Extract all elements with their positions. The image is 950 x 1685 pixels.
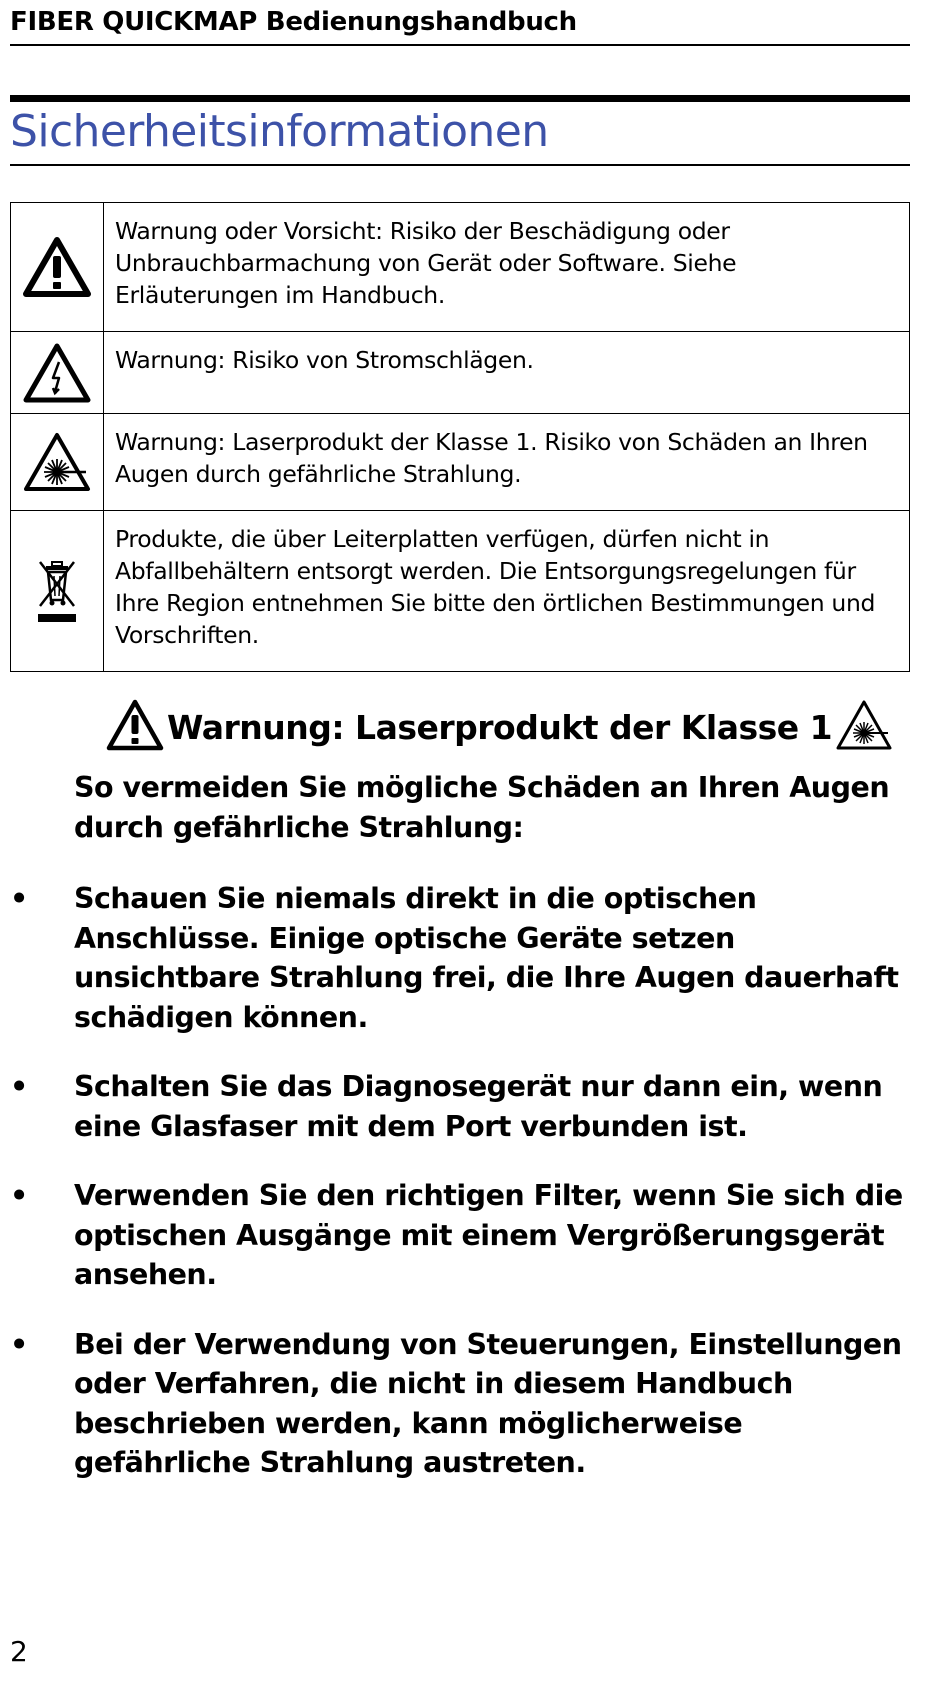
table-row <box>11 511 910 672</box>
icon-cell <box>11 414 104 511</box>
bullet-marker: • <box>10 1070 28 1103</box>
table-row <box>11 332 910 414</box>
laser-safety-list <box>0 879 950 1513</box>
list-item <box>0 879 904 1037</box>
table-row <box>11 414 910 511</box>
page-title: Sicherheitsinformationen <box>10 102 910 166</box>
laser-warning-heading <box>106 700 893 754</box>
list-item-text: Schauen Sie niemals direkt in die optischen Anschlüsse. Einige optische Geräte setzen unsichtbare Strahlung frei, die Ihre Augen dauerhaft schädigen können. <box>74 882 899 1034</box>
warning-triangle-icon <box>106 699 164 755</box>
list-item <box>0 1176 904 1295</box>
laser-radiation-icon <box>835 699 893 755</box>
header-title: FIBER QUICKMAP Bedienungshandbuch <box>10 7 577 37</box>
crossed-out-bin-icon <box>11 556 103 626</box>
electric-shock-icon <box>11 342 103 404</box>
list-item-text: Schalten Sie das Diagnosegerät nur dann ein, wenn eine Glasfaser mit dem Port verbunden ist. <box>74 1070 883 1143</box>
title-rule <box>10 95 910 102</box>
bullet-marker: • <box>10 882 28 915</box>
safety-symbols-table <box>10 202 910 672</box>
list-item <box>0 1325 904 1483</box>
icon-cell <box>11 511 104 672</box>
laser-radiation-icon <box>11 431 103 493</box>
list-item <box>0 1067 904 1146</box>
symbol-description: Warnung: Risiko von Stromschlägen. <box>104 332 910 414</box>
symbol-description: Warnung oder Vorsicht: Risiko der Beschädigung oder Unbrauchbarmachung von Gerät oder Software. Siehe Erläuterungen im Handbuch. <box>104 203 910 332</box>
running-header <box>10 6 910 46</box>
icon-cell <box>11 203 104 332</box>
table-row <box>11 203 910 332</box>
list-item-text: Bei der Verwendung von Steuerungen, Einstellungen oder Verfahren, die nicht in diesem Handbuch beschrieben werden, kann möglicherweise gefährliche Strahlung austreten. <box>74 1327 902 1479</box>
symbol-description: Warnung: Laserprodukt der Klasse 1. Risiko von Schäden an Ihren Augen durch gefährliche Strahlung. <box>104 414 910 511</box>
symbol-description: Produkte, die über Leiterplatten verfügen, dürfen nicht in Abfallbehältern entsorgt werden. Die Entsorgungsregelungen für Ihre Region entnehmen Sie bitte den örtlichen Bestimmungen und Vorschriften. <box>104 511 910 672</box>
list-item-text: Verwenden Sie den richtigen Filter, wenn Sie sich die optischen Ausgänge mit einem Vergrößerungsgerät ansehen. <box>74 1179 903 1291</box>
icon-cell <box>11 332 104 414</box>
laser-warning-title: Warnung: Laserprodukt der Klasse 1 <box>167 707 833 747</box>
page-number: 2 <box>10 1635 28 1668</box>
laser-warning-intro: So vermeiden Sie mögliche Schäden an Ihren Augen durch gefährliche Strahlung: <box>74 771 890 844</box>
warning-triangle-icon <box>11 236 103 298</box>
bullet-marker: • <box>10 1327 28 1361</box>
bullet-marker: • <box>10 1179 28 1212</box>
